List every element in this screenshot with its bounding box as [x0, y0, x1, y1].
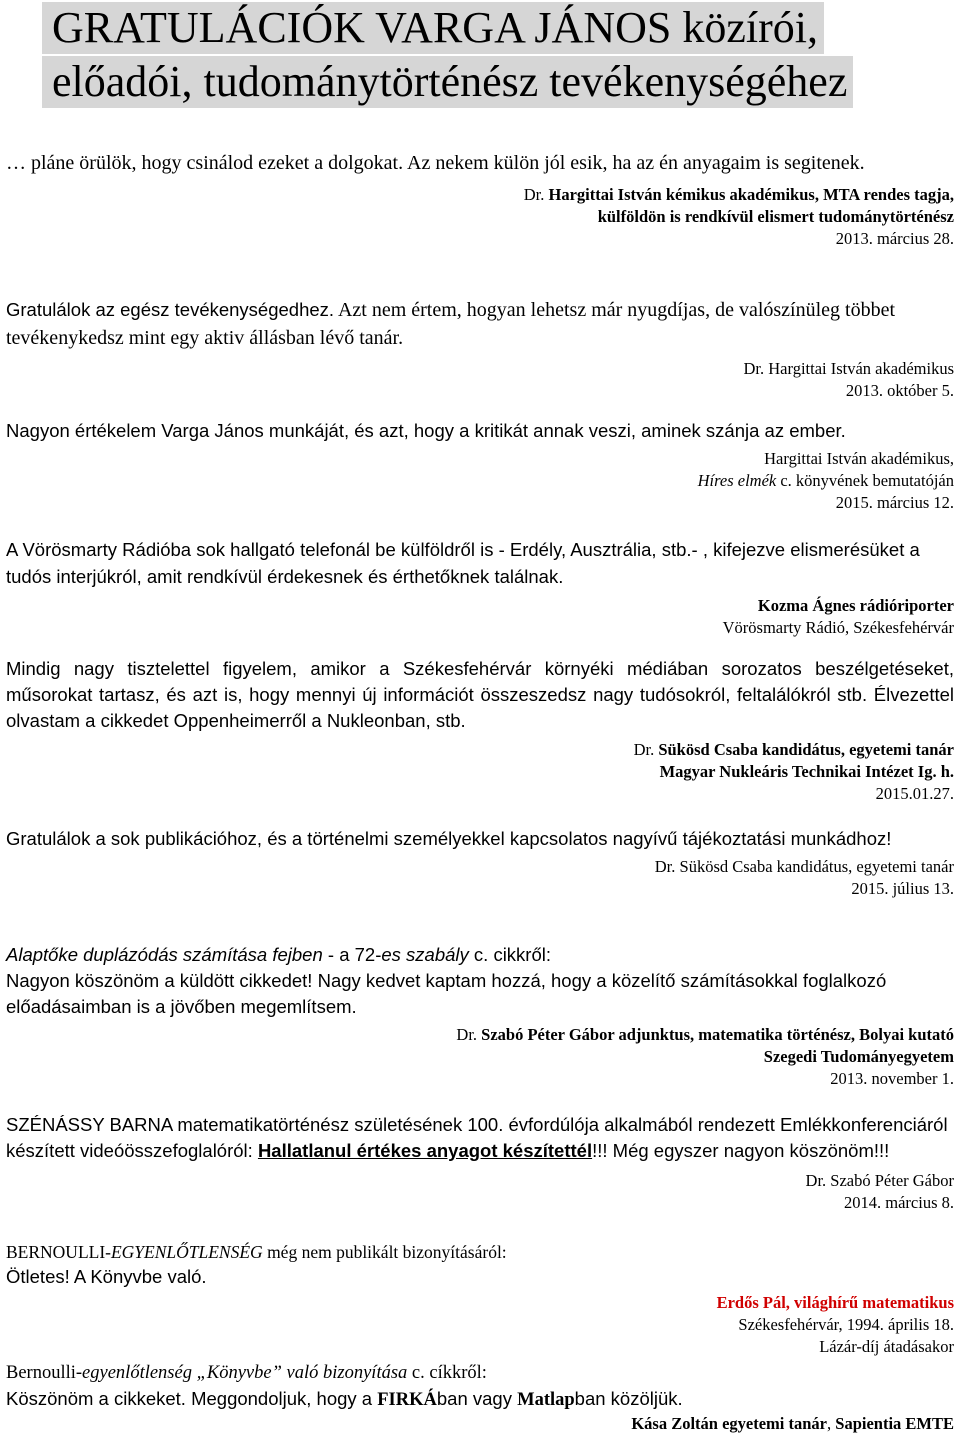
quote-szabo-1	[6, 942, 954, 1090]
quote-hargittai-3	[6, 418, 954, 514]
quote-text-highlight: Hallatlanul értékes anyagot készítettél	[257, 1140, 593, 1161]
signature-name: Sükösd Csaba kandidátus, egyetemi tanár	[658, 740, 954, 759]
signature-date: 2013. március 28.	[835, 229, 954, 248]
signature-title: Dr.	[456, 1025, 478, 1044]
signature-name: Kása Zoltán egyetemi tanár	[631, 1414, 828, 1433]
quote-sukosd-1	[6, 656, 954, 805]
quote-text	[6, 1112, 954, 1164]
quote-text: Gratulálok a sok publikációhoz, és a történelmi személyekkel kapcsolatos nagyívű tájékoztatási munkádhoz!	[6, 828, 892, 849]
signature-place-date: Székesfehérvár, 1994. április 18.	[738, 1315, 954, 1334]
signature-rest: c. könyvének bemutatóján	[776, 471, 954, 490]
quote-hargittai-2	[6, 296, 954, 402]
journal-matlap: Matlap	[517, 1390, 575, 1410]
signature-line: Hargittai István akadémikus,	[764, 449, 954, 468]
signature-line	[6, 1024, 954, 1046]
quote-text: Nagyon értékelem Varga János munkáját, és azt, hogy a kritikát annak veszi, aminek szánja az ember.	[6, 420, 846, 441]
quote-text: … pláne örülök, hogy csinálod ezeket a dolgokat. Az nekem külön jól esik, ha az én anyagaim is segitenek.	[6, 152, 865, 174]
signature-name: Hargittai István akadémikus	[768, 359, 954, 378]
signature-date: 2013. november 1.	[830, 1069, 954, 1088]
quote-text-a: Köszönöm a cikkeket. Meggondoljuk, hogy a	[6, 1388, 378, 1409]
signature-line-2	[6, 470, 954, 492]
article-title-a: Alaptőke duplázódás számítása fejben	[6, 944, 323, 965]
quote-text-sans: Gratulálok az egész tevékenységedhez.	[6, 299, 335, 320]
signature-date: 2015. július 13.	[851, 879, 954, 898]
signature-line	[6, 184, 954, 206]
quote-text-a: SZÉNÁSSY BARNA matematikatörténész születésének 100. évfordúlója alkalmából rendezett Emlékkonferenciáról készített videóösszefoglalóról:	[6, 1114, 948, 1161]
quote-hargittai-1	[6, 150, 954, 250]
article-title-a: Bernoulli-	[6, 1363, 83, 1383]
signature-occasion: Lázár-díj átadásakor	[819, 1337, 954, 1356]
quote-text: A Vörösmarty Rádióba sok hallgató telefonál be külföldről is - Erdély, Ausztrália, stb.- , kifejezve elismerésüket a tudós interjúkról, amit rendkívül érdekesnek és érthetőknek találnak.	[6, 539, 920, 587]
signature-title: Dr.	[633, 740, 655, 759]
article-title-b: es szabály	[381, 944, 469, 965]
article-heading	[6, 942, 954, 968]
signature-affiliation: Magyar Nukleáris Technikai Intézet Ig. h.	[659, 762, 954, 781]
signature-line	[6, 358, 954, 380]
quote-kozma	[6, 536, 954, 639]
signature-name: Szabó Péter Gábor adjunktus, matematika történész, Bolyai kutató	[481, 1025, 954, 1044]
signature-line-2: külföldön is rendkívül elismert tudománytörténész	[597, 207, 954, 226]
quote-kasa	[6, 1360, 954, 1435]
page-title-line-1: GRATULÁCIÓK VARGA JÁNOS közírói,	[42, 2, 824, 54]
article-heading	[6, 1360, 954, 1386]
signature-affiliation: Sapientia EMTE	[835, 1414, 954, 1433]
signature-title: Dr.	[743, 359, 765, 378]
signature-title: Dr.	[523, 185, 545, 204]
article-title-italic: egyenlőtlenség „Könyvbe” való bizonyítása	[82, 1363, 408, 1383]
quote-text-c: ban vagy	[436, 1388, 518, 1409]
quote-text: Ötletes! A Könyvbe való.	[6, 1266, 207, 1287]
quote-sukosd-2	[6, 826, 954, 900]
signature-name: Hargittai István kémikus akadémikus, MTA rendes tagja,	[548, 185, 954, 204]
signature-date: 2015. március 12.	[835, 493, 954, 512]
signature-name: Kozma Ágnes rádióriporter	[757, 596, 954, 615]
quote-text: Nagyon köszönöm a küldött cikkedet! Nagy kedvet kaptam hozzá, hogy a közelítő számításokkal foglalkozó előadásaimban is a jövőben megemlítsem.	[6, 970, 887, 1017]
article-title-end: c. cikkről:	[468, 944, 552, 965]
article-title-end: c. cíkkről:	[407, 1363, 487, 1383]
book-title: Híres elmék	[697, 471, 777, 490]
quote-text	[6, 1386, 954, 1413]
signature-sep: ,	[827, 1414, 836, 1433]
article-title-a: BERNOULLI-	[6, 1242, 111, 1262]
journal-firka: FIRKÁ	[377, 1390, 437, 1410]
quote-text-d: ban közöljük.	[574, 1388, 683, 1409]
signature-affiliation: Vörösmarty Rádió, Székesfehérvár	[722, 618, 954, 637]
signature-affiliation: Szegedi Tudományegyetem	[763, 1047, 954, 1066]
signature-line	[6, 1413, 954, 1435]
quote-erdos	[6, 1240, 954, 1358]
quote-text: Mindig nagy tisztelettel figyelem, amikor a Székesfehérvár környéki médiában sorozatos beszélgetéseket, műsorokat tartasz, és azt is, hogy mennyi új információt összeszedsz nagy tudósokról, feltalálókról stb. Élvezettel olvastam a cikkedet Oppenheimerről a Nukleonban, stb.	[6, 658, 954, 731]
page-title-line-2: előadói, tudománytörténész tevékenységéhez	[42, 56, 853, 108]
article-title-italic: EGYENLŐTLENSÉG	[110, 1242, 263, 1262]
signature-date: 2013. október 5.	[845, 381, 954, 400]
signature-name: Dr. Sükösd Csaba kandidátus, egyetemi tanár	[654, 857, 954, 876]
signature-line	[6, 739, 954, 761]
signature-date: 2015.01.27.	[875, 784, 954, 803]
quote-text	[6, 296, 954, 352]
quote-text-exclaim: !!!	[592, 1140, 608, 1161]
signature-name: Erdős Pál, világhírű matematikus	[716, 1293, 954, 1312]
quote-text-end: Még egyszer nagyon köszönöm!!!	[607, 1140, 890, 1161]
article-title-end: még nem publikált bizonyításáról:	[262, 1242, 507, 1262]
quote-szabo-2	[6, 1112, 954, 1214]
signature-date: 2014. március 8.	[844, 1193, 954, 1212]
article-heading	[6, 1240, 954, 1264]
article-title-mid: - a 72-	[322, 944, 382, 965]
quote-text-serif: Azt nem értem, hogyan lehetsz már nyugdíjas, de valószínüleg többet tevékenykedsz mint egy aktiv állásban lévő tanár.	[6, 299, 896, 349]
signature-name: Dr. Szabó Péter Gábor	[805, 1171, 954, 1190]
